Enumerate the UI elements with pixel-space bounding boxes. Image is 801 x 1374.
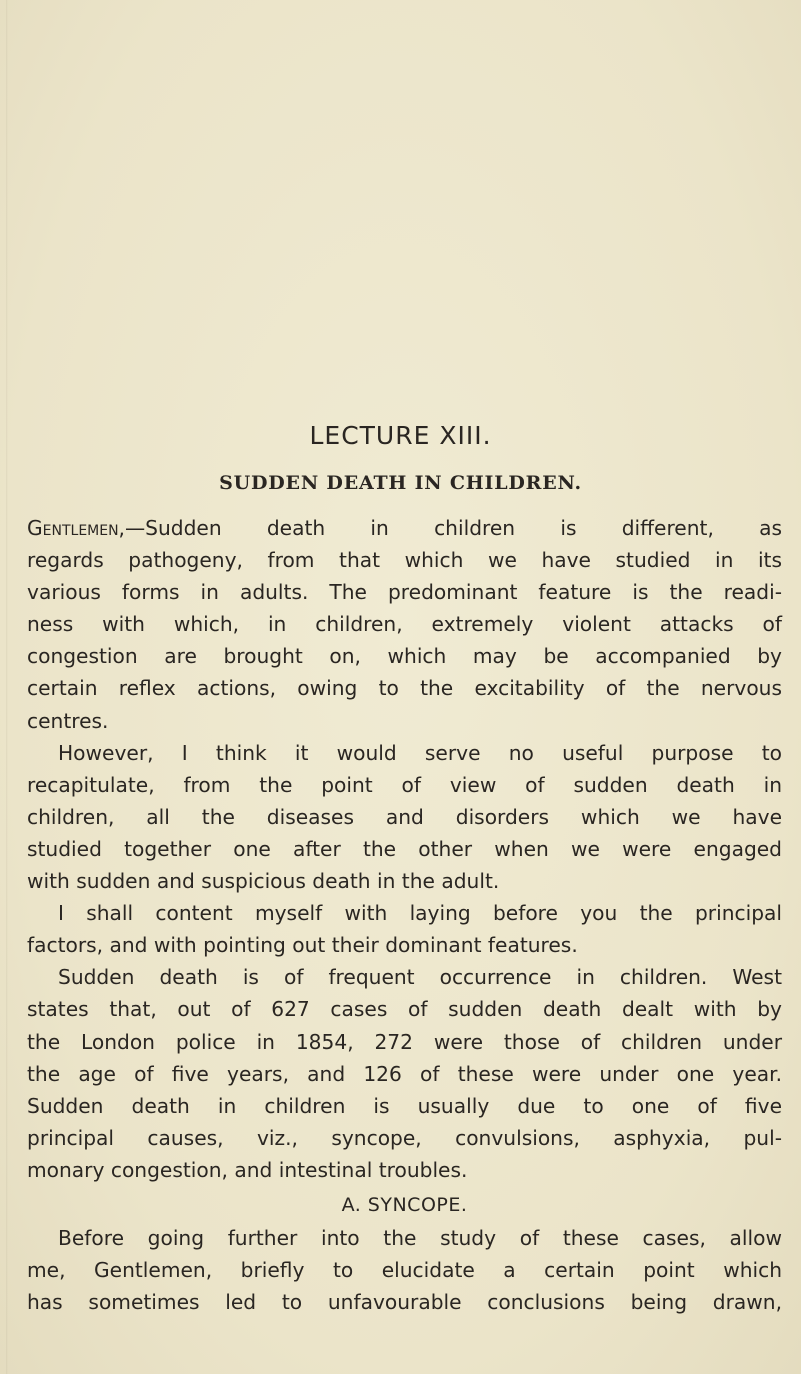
- paragraph-2: [27, 737, 782, 897]
- text-line: regards pathogeny, from that which we have studied in its: [27, 548, 782, 573]
- salutation: Gentlemen,: [27, 516, 125, 540]
- text-line: certain reflex actions, owing to the excitability of the nervous: [27, 676, 782, 701]
- text-line: me, Gentlemen, briefly to elucidate a certain point which: [27, 1258, 782, 1283]
- text-line: with sudden and suspicious death in the adult.: [27, 869, 500, 894]
- text-line: ness with which, in children, extremely violent attacks of: [27, 612, 782, 637]
- paragraph-5: [27, 1222, 782, 1318]
- text-line: congestion are brought on, which may be accompanied by: [27, 644, 782, 669]
- paragraph-1: [27, 512, 782, 737]
- chapter-title: SUDDEN DEATH IN CHILDREN.: [219, 472, 582, 494]
- text-line: the London police in 1854, 272 were those of children under: [27, 1029, 782, 1054]
- lecture-title: LECTURE XIII.: [309, 421, 492, 450]
- section-heading-syncope: A. SYNCOPE.: [341, 1193, 468, 1216]
- paragraph-3: [27, 897, 782, 961]
- text-line: states that, out of 627 cases of sudden death dealt with by: [27, 997, 782, 1022]
- text-line: Before going further into the study of these cases, allow: [58, 1225, 782, 1250]
- text-line: centres.: [27, 708, 109, 733]
- text-line: Sudden death in children is usually due to one of five: [27, 1093, 782, 1118]
- text-line: studied together one after the other when we were engaged: [27, 836, 782, 861]
- page-gutter-shadow: [6, 0, 8, 1374]
- text-line: children, all the diseases and disorders which we have: [27, 804, 782, 829]
- text-line: various forms in adults. The predominant feature is the readi-: [27, 580, 782, 605]
- text-line: has sometimes led to unfavourable conclusions being drawn,: [27, 1290, 782, 1315]
- text-line: However, I think it would serve no useful purpose to: [58, 740, 782, 765]
- text-line: principal causes, viz., syncope, convulsions, asphyxia, pul-: [27, 1125, 782, 1150]
- text-line: monary congestion, and intestinal troubles.: [27, 1157, 468, 1182]
- paragraph-4: [27, 961, 782, 1186]
- text-line: recapitulate, from the point of view of sudden death in: [27, 772, 782, 797]
- text-line: factors, and with pointing out their dominant features.: [27, 933, 578, 958]
- text-line: the age of five years, and 126 of these were under one year.: [27, 1061, 782, 1086]
- text-line: Sudden death is of frequent occurrence in children. West: [58, 965, 782, 990]
- text-line: Gentlemen,—Sudden death in children is different, as: [27, 516, 782, 540]
- body-text: [27, 512, 782, 1318]
- text-line: I shall content myself with laying before you the principal: [58, 901, 782, 926]
